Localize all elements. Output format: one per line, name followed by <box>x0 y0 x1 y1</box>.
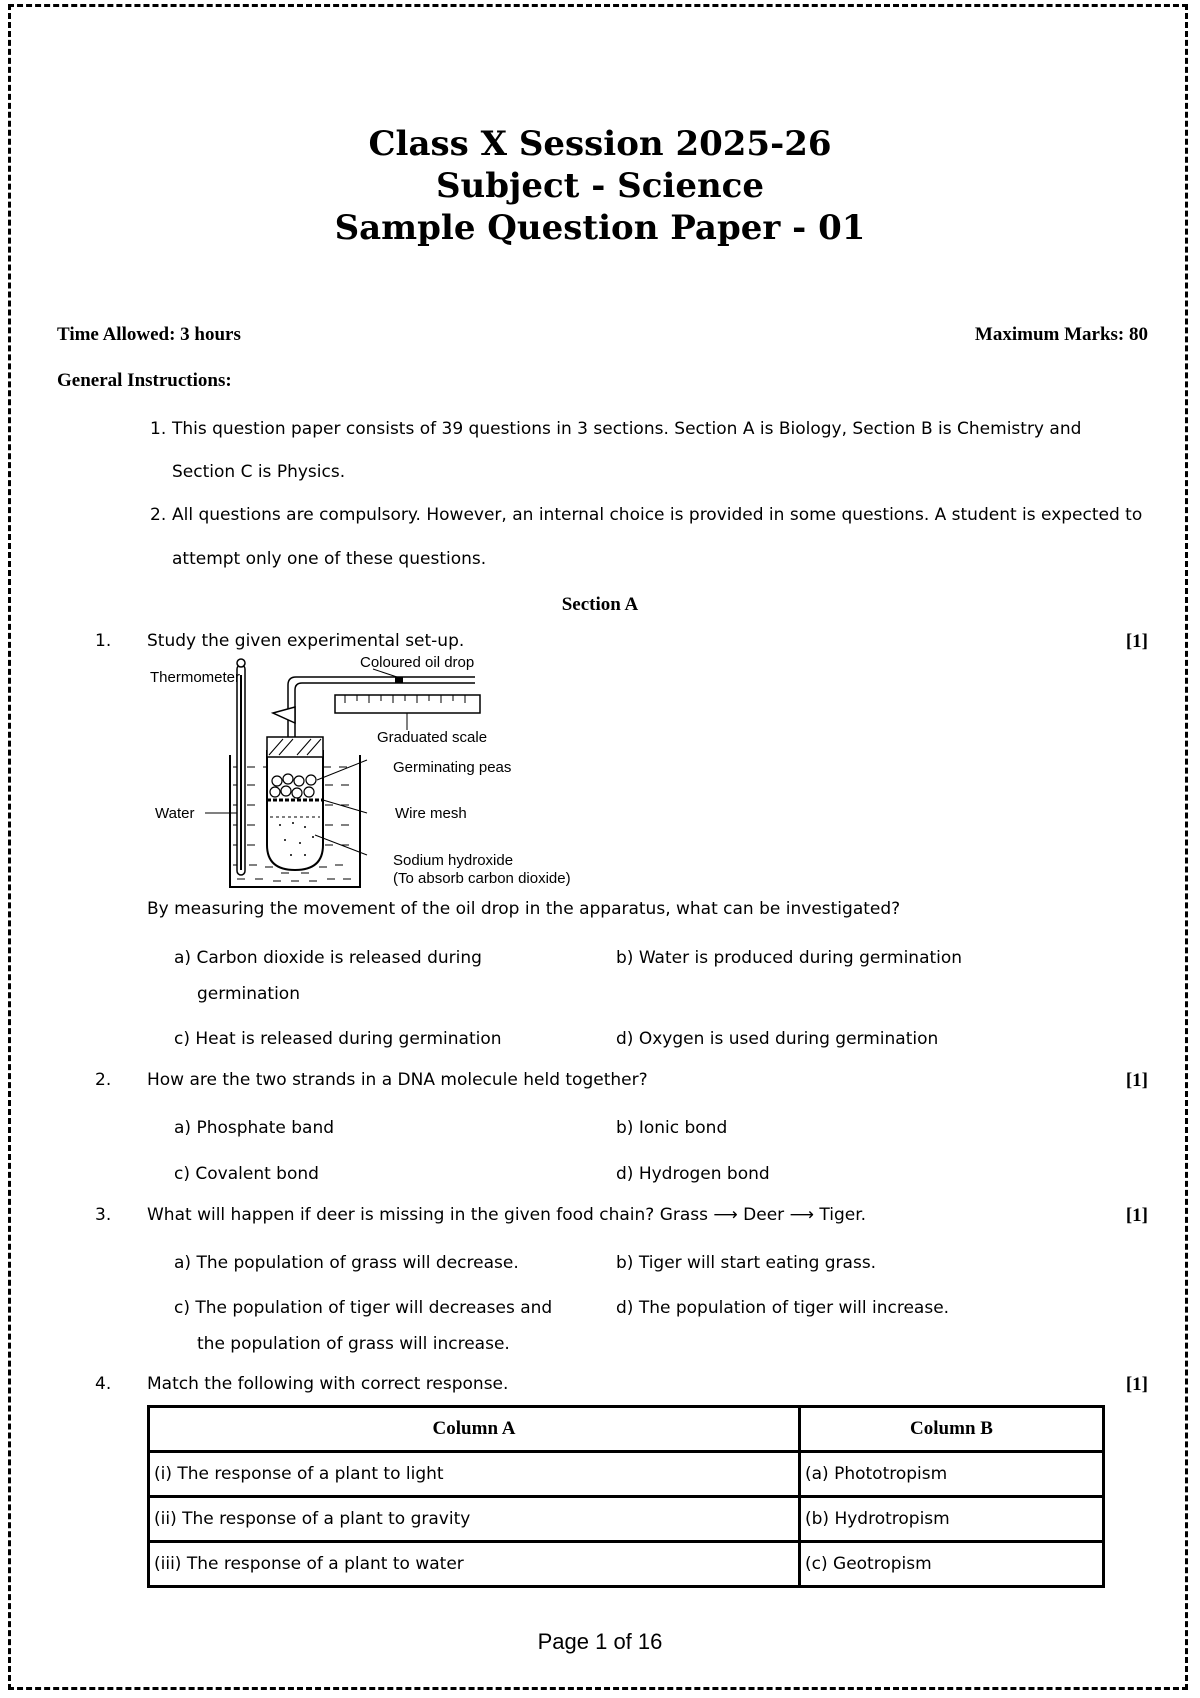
question-2-number: 2. <box>95 1070 112 1090</box>
instructions-title: General Instructions: <box>57 370 232 391</box>
question-1-option-c: c) Heat is released during germination <box>174 1029 502 1049</box>
test-tube <box>267 750 323 870</box>
question-3-option-d: d) The population of tiger will increase. <box>616 1298 950 1318</box>
question-3-option-c-line2: the population of grass will increase. <box>197 1334 510 1354</box>
table-header-row <box>149 1407 1104 1452</box>
label-graduated-scale: Graduated scale <box>377 729 488 746</box>
instruction-2-line1: All questions are compulsory. However, an internal choice is provided in some questions. A student is expected to <box>172 505 1143 525</box>
label-germinating-peas: Germinating peas <box>393 759 512 776</box>
question-1-option-a-line2: germination <box>197 984 300 1004</box>
table-row <box>149 1497 1104 1542</box>
question-2-option-a: a) Phosphate band <box>174 1118 335 1138</box>
label-sodium-hydroxide: Sodium hydroxide <box>393 852 514 869</box>
table-cell: (ii) The response of a plant to gravity <box>149 1497 800 1542</box>
question-1-option-d: d) Oxygen is used during germination <box>616 1029 939 1049</box>
table-cell: (b) Hydrotropism <box>800 1497 1104 1542</box>
question-2-option-b: b) Ionic bond <box>616 1118 728 1138</box>
table-row <box>149 1542 1104 1587</box>
question-4-text: Match the following with correct response. <box>147 1374 509 1394</box>
instruction-1-number: 1. <box>150 419 167 439</box>
table-cell: (iii) The response of a plant to water <box>149 1542 800 1587</box>
time-allowed: Time Allowed: 3 hours <box>57 324 241 345</box>
column-b-header: Column B <box>800 1407 1104 1452</box>
question-1-number: 1. <box>95 631 112 651</box>
table-cell: (i) The response of a plant to light <box>149 1452 800 1497</box>
question-3-option-b: b) Tiger will start eating grass. <box>616 1253 877 1273</box>
section-a-heading: Section A <box>561 594 639 615</box>
question-3-option-c-line1: c) The population of tiger will decreases and <box>174 1298 553 1318</box>
question-1-text: Study the given experimental set-up. <box>147 631 465 651</box>
match-table <box>147 1405 1105 1588</box>
instruction-2-number: 2. <box>150 505 167 525</box>
respiration-apparatus-diagram <box>145 655 605 892</box>
paper-title-class: Class X Session 2025-26 <box>368 124 832 164</box>
paper-title-subject: Subject - Science <box>435 166 765 206</box>
question-3-marks: [1] <box>1125 1205 1148 1226</box>
question-2-option-c: c) Covalent bond <box>174 1164 319 1184</box>
label-oil-drop: Coloured oil drop <box>360 655 475 671</box>
maximum-marks: Maximum Marks: 80 <box>974 324 1148 345</box>
label-thermometer: Thermometer <box>150 669 241 686</box>
question-1-followup: By measuring the movement of the oil drop in the apparatus, what can be investigated? <box>147 899 901 919</box>
question-3-text: What will happen if deer is missing in the given food chain? Grass ⟶ Deer ⟶ Tiger. <box>147 1205 867 1225</box>
question-1-option-a-line1: a) Carbon dioxide is released during <box>174 948 482 968</box>
table-cell: (c) Geotropism <box>800 1542 1104 1587</box>
question-2-option-d: d) Hydrogen bond <box>616 1164 770 1184</box>
paper-title-sample: Sample Question Paper - 01 <box>334 208 866 248</box>
label-naoh-note: (To absorb carbon dioxide) <box>393 870 571 887</box>
instruction-1-line1: This question paper consists of 39 questions in 3 sections. Section A is Biology, Section B is Chemistry and <box>172 419 1082 439</box>
question-3-option-a: a) The population of grass will decrease. <box>174 1253 519 1273</box>
question-4-number: 4. <box>95 1374 112 1394</box>
page-footer: Page 1 of 16 <box>537 1629 663 1654</box>
question-2-marks: [1] <box>1125 1070 1148 1091</box>
question-3-number: 3. <box>95 1205 112 1225</box>
oil-drop <box>395 677 403 683</box>
column-a-header: Column A <box>149 1407 800 1452</box>
question-2-text: How are the two strands in a DNA molecule held together? <box>147 1070 648 1090</box>
table-row <box>149 1452 1104 1497</box>
instruction-2-line2: attempt only one of these questions. <box>172 549 487 569</box>
label-wire-mesh: Wire mesh <box>395 805 467 822</box>
question-1-option-b: b) Water is produced during germination <box>616 948 963 968</box>
label-water: Water <box>155 805 195 822</box>
question-4-marks: [1] <box>1125 1374 1148 1395</box>
table-cell: (a) Phototropism <box>800 1452 1104 1497</box>
question-1-marks: [1] <box>1125 631 1148 652</box>
instruction-1-line2: Section C is Physics. <box>172 462 346 482</box>
